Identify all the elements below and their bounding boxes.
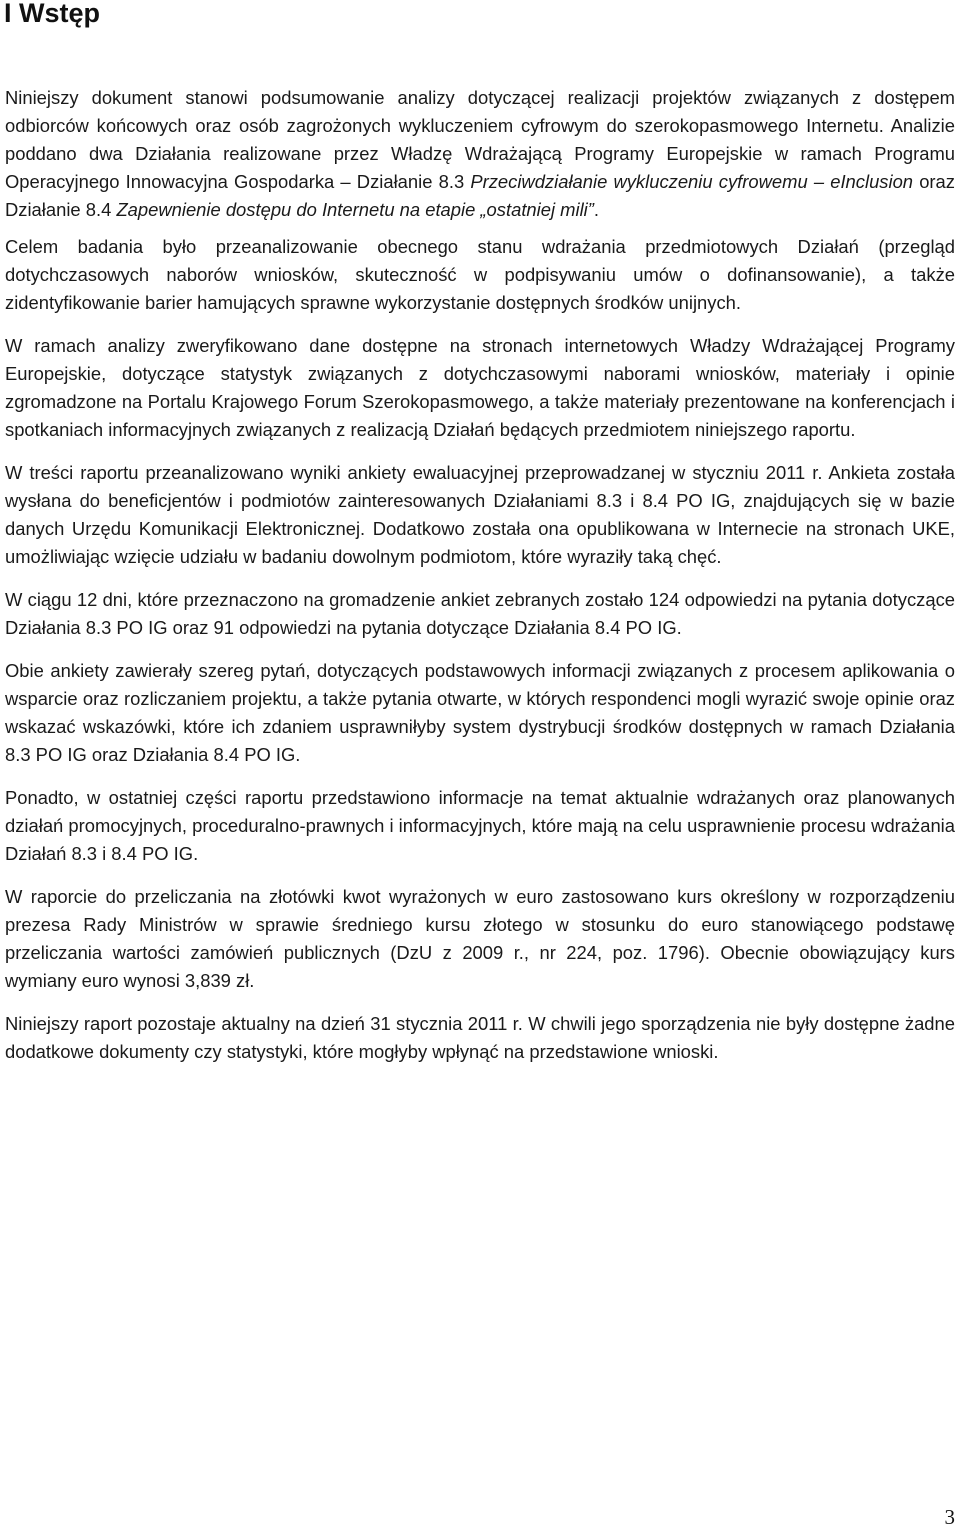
paragraph-exchange-rate: W raporcie do przeliczania na złotówki kwot wyrażonych w euro zastosowano kurs określony w rozporządzeniu prezesa Rady Ministrów w sprawie średniego kursu złotego w stosunku do euro stanowiącego podstawę przeliczania wartości zamówień publicznych (DzU z 2009 r., nr 224, poz. 1796). Obecnie obowiązujący kurs wymiany euro wynosi 3,839 zł. <box>5 886 955 991</box>
intro-text-part-1: Niniejszy dokument stanowi podsumowanie analizy dotyczącej realizacji projektów związanych z dostępem odbiorców końcowych oraz osób zagrożonych wykluczeniem cyfrowym do szerokopasmowego Internetu. Analizie poddano dwa Działania realizowane przez Władzę Wdrażającą Programy Europejskie w ramach Programu Operacyjnego Innowacyjna Gospodarka – Działanie 8.3 <box>5 87 955 192</box>
paragraph-survey: W treści raportu przeanalizowano wyniki ankiety ewaluacyjnej przeprowadzanej w styczniu 2011 r. Ankieta została wysłana do beneficjentów i podmiotów zainteresowanych Działaniami 8.3 i 8.4 PO IG, znajdujących się w bazie danych Urzędu Komunikacji Elektronicznej. Dodatkowo została ona opublikowana w Internecie na stronach UKE, umożliwiając wzięcie udziału w badaniu dowolnym podmiotom, które wyraziły taką chęć. <box>5 462 955 567</box>
page-number: 3 <box>944 1505 955 1529</box>
document-body <box>5 84 955 1081</box>
section-heading: I Wstęp <box>4 0 101 28</box>
paragraph-analysis-scope: W ramach analizy zweryfikowano dane dostępne na stronach internetowych Władzy Wdrażającej Programy Europejskie, dotyczące statystyk związanych z dotychczasowymi naborami wniosków, materiały i opinie zgromadzone na Portalu Krajowego Forum Szerokopasmowego, a także materiały prezentowane na konferencjach i spotkaniach informacyjnych związanych z realizacją Działań będących przedmiotem niniejszego raportu. <box>5 335 955 440</box>
action-8-4-title: Zapewnienie dostępu do Internetu na etapie „ostatniej mili” <box>116 199 594 220</box>
paragraph-survey-questions: Obie ankiety zawierały szereg pytań, dotyczących podstawowych informacji związanych z procesem aplikowania o wsparcie oraz rozliczaniem projektu, a także pytania otwarte, w których respondenci mogli wyrazić swoje opinie oraz wskazać wskazówki, które ich zdaniem usprawniłyby system dystrybucji środków dostępnych w ramach Działania 8.3 PO IG oraz Działania 8.4 PO IG. <box>5 660 955 765</box>
intro-text-part-2: oraz Działanie 8.4 <box>5 171 955 220</box>
paragraph-validity: Niniejszy raport pozostaje aktualny na dzień 31 stycznia 2011 r. W chwili jego sporządzenia nie były dostępne żadne dodatkowe dokumenty czy statystyki, które mogłyby wpłynąć na przedstawione wnioski. <box>5 1013 955 1062</box>
paragraph-promotion: Ponadto, w ostatniej części raportu przedstawiono informacje na temat aktualnie wdrażanych oraz planowanych działań promocyjnych, proceduralno-prawnych i informacyjnych, które mają na celu usprawnienie procesu wdrażania Działań 8.3 i 8.4 PO IG. <box>5 787 955 864</box>
paragraph-survey-results: W ciągu 12 dni, które przeznaczono na gromadzenie ankiet zebranych zostało 124 odpowiedzi na pytania dotyczące Działania 8.3 PO IG oraz 91 odpowiedzi na pytania dotyczące Działania 8.4 PO IG. <box>5 589 955 638</box>
intro-paragraph <box>5 84 955 224</box>
intro-text-part-3: . <box>593 199 599 220</box>
paragraph-goal: Celem badania było przeanalizowanie obecnego stanu wdrażania przedmiotowych Działań (przegląd dotychczasowych naborów wniosków, skuteczność w podpisywaniu umów o dofinansowanie), a także zidentyfikowanie barier hamujących sprawne wykorzystanie dostępnych środków unijnych. <box>5 236 955 313</box>
action-8-3-title: Przeciwdziałanie wykluczeniu cyfrowemu – eInclusion <box>470 171 914 192</box>
